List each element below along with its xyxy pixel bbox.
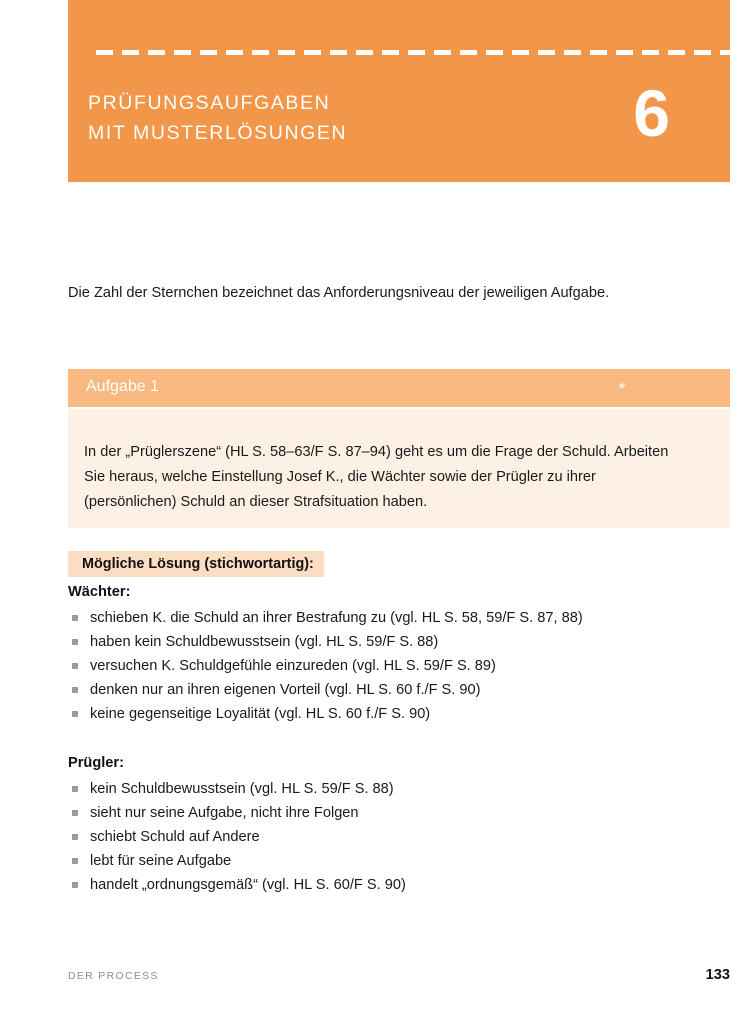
list-item-label: keine gegenseitige Loyalität (vgl. HL S. 60 f./F S. 90) bbox=[90, 706, 431, 722]
square-bullet-icon bbox=[72, 882, 78, 888]
solution-list-waechter bbox=[68, 606, 708, 726]
square-bullet-icon bbox=[72, 663, 78, 669]
list-item bbox=[68, 777, 708, 801]
square-bullet-icon bbox=[72, 687, 78, 693]
solution-list-pruegler bbox=[68, 777, 708, 897]
list-item bbox=[68, 825, 708, 849]
square-bullet-icon bbox=[72, 858, 78, 864]
list-item-label: handelt „ordnungsgemäß“ (vgl. HL S. 60/F S. 90) bbox=[90, 877, 406, 893]
chapter-title-line-1: PRÜFUNGSAUFGABEN bbox=[88, 92, 331, 114]
page-title bbox=[88, 88, 347, 148]
square-bullet-icon bbox=[72, 639, 78, 645]
dashed-line-icon bbox=[96, 50, 738, 55]
list-item bbox=[68, 849, 708, 873]
list-item bbox=[68, 630, 708, 654]
list-item bbox=[68, 801, 708, 825]
task-header-bar bbox=[68, 369, 730, 407]
square-bullet-icon bbox=[72, 615, 78, 621]
square-bullet-icon bbox=[72, 786, 78, 792]
chapter-title-line-2: MIT MUSTERLÖSUNGEN bbox=[88, 122, 348, 144]
list-item-label: denken nur an ihren eigenen Vorteil (vgl. HL S. 60 f./F S. 90) bbox=[90, 682, 481, 698]
list-item bbox=[68, 606, 708, 630]
list-item bbox=[68, 873, 708, 897]
footer-page-number: 133 bbox=[705, 967, 730, 983]
square-bullet-icon bbox=[72, 711, 78, 717]
list-item-label: sieht nur seine Aufgabe, nicht ihre Folgen bbox=[90, 805, 359, 821]
chapter-banner bbox=[68, 0, 730, 182]
list-item-label: kein Schuldbewusstsein (vgl. HL S. 59/F S. 88) bbox=[90, 781, 394, 797]
solution-tag: Mögliche Lösung (stichwortartig): bbox=[68, 551, 324, 577]
task-title: Aufgabe 1 bbox=[86, 378, 159, 395]
list-item-label: schieben K. die Schuld an ihrer Bestrafung zu (vgl. HL S. 58, 59/F S. 87, 88) bbox=[90, 610, 583, 626]
footer-book-title: DER PROCESS bbox=[68, 970, 159, 982]
task-text-box bbox=[68, 409, 730, 528]
square-bullet-icon bbox=[72, 810, 78, 816]
list-item-label: haben kein Schuldbewusstsein (vgl. HL S. 59/F S. 88) bbox=[90, 634, 439, 650]
list-item-label: lebt für seine Aufgabe bbox=[90, 853, 232, 869]
solution-body bbox=[68, 580, 708, 897]
solution-group-heading-waechter: Wächter: bbox=[68, 584, 131, 600]
intro-paragraph: Die Zahl der Sternchen bezeichnet das Anforderungsniveau der jeweiligen Aufgabe. bbox=[68, 284, 610, 301]
list-item-label: schiebt Schuld auf Andere bbox=[90, 829, 260, 845]
difficulty-star-rating: * bbox=[618, 379, 628, 398]
chapter-number: 6 bbox=[633, 76, 670, 150]
list-item bbox=[68, 702, 708, 726]
square-bullet-icon bbox=[72, 834, 78, 840]
solution-group-heading-pruegler: Prügler: bbox=[68, 755, 124, 771]
task-description: In der „Prüglerszene“ (HL S. 58–63/F S. 87–94) geht es um die Frage der Schuld. Arbeiten Sie heraus, welche Einstellung Josef K., die Wächter sowie der Prügler zu ihrer (persönlichen) Schuld an dieser Strafsituation haben. bbox=[84, 443, 669, 510]
list-item-label: versuchen K. Schuldgefühle einzureden (vgl. HL S. 59/F S. 89) bbox=[90, 658, 496, 674]
list-item bbox=[68, 654, 708, 678]
list-item bbox=[68, 678, 708, 702]
